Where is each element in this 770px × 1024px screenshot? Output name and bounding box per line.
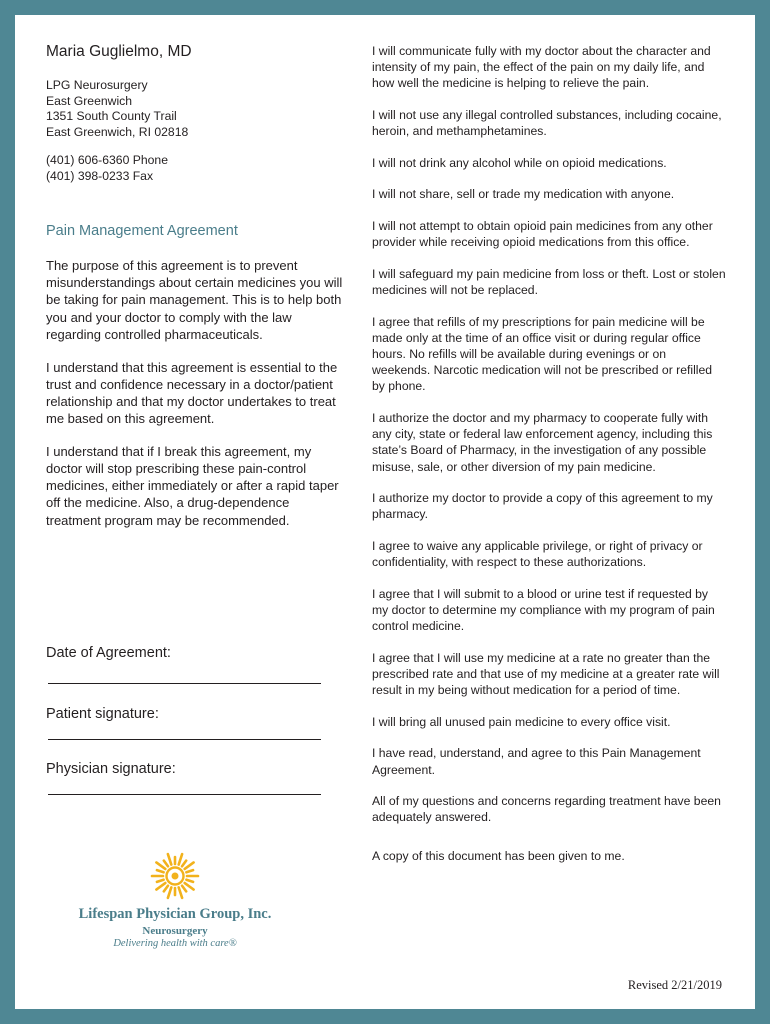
practice-address bbox=[46, 78, 188, 140]
logo-tagline: Delivering health with care® bbox=[113, 938, 237, 949]
lifespan-logo bbox=[55, 851, 295, 949]
sun-ray bbox=[186, 880, 193, 882]
document-page bbox=[15, 15, 755, 1009]
agreement-heading: Pain Management Agreement bbox=[46, 223, 238, 239]
sun-ray bbox=[179, 887, 182, 897]
doctor-name: Maria Guglielmo, MD bbox=[46, 43, 192, 60]
sun-ray bbox=[182, 886, 186, 892]
sun-ray bbox=[168, 854, 171, 864]
logo-department: Neurosurgery bbox=[142, 925, 208, 937]
term-item: I will safeguard my pain medicine from loss or theft. Lost or stolen medicines will not be replaced. bbox=[372, 266, 726, 297]
term-item: I agree that I will use my medicine at a rate no greater than the prescribed rate and that use of my medicine at a greater rate will result in my being without medication for a period of time. bbox=[372, 650, 720, 698]
phone-number: (401) 606-6360 Phone bbox=[46, 153, 168, 167]
sun-ray bbox=[164, 861, 168, 867]
address-line: East Greenwich bbox=[46, 93, 133, 108]
term-item: I agree to waive any applicable privilege, or right of privacy or confidentiality, with respect to these authorizations. bbox=[372, 538, 703, 570]
sun-icon bbox=[150, 851, 200, 901]
intro-paragraph: I understand that this agreement is essential to the trust and confidence necessary in a doctor/patient relationship and that my doctor undertakes to treat me based on this agreement. bbox=[46, 359, 338, 427]
sun-ray bbox=[179, 854, 182, 864]
patient-signature-line[interactable] bbox=[48, 739, 321, 740]
term-item: I have read, understand, and agree to this Pain Management Agreement. bbox=[372, 746, 701, 777]
patient-signature-label: Patient signature: bbox=[46, 706, 159, 722]
term-item: I will not use any illegal controlled substances, including cocaine, heroin, and methamphetamines. bbox=[372, 108, 722, 139]
sun-ray bbox=[186, 870, 193, 872]
term-item: All of my questions and concerns regarding treatment have been adequately answered. bbox=[372, 794, 721, 825]
logo-name: Lifespan Physician Group, Inc. bbox=[78, 906, 272, 922]
term-item: I agree that I will submit to a blood or urine test if requested by my doctor to determine my compliance with my program of pain control medicine. bbox=[372, 586, 715, 634]
date-line[interactable] bbox=[48, 683, 321, 684]
date-label: Date of Agreement: bbox=[46, 645, 171, 661]
sun-ray bbox=[164, 886, 168, 892]
sun-ray bbox=[185, 883, 194, 889]
term-item: I authorize the doctor and my pharmacy to cooperate fully with any city, state or federal law enforcement agency, including this state’s Board of Pharmacy, in the investigation of any possible misuse, sale, or other diversion of my pain medicine. bbox=[372, 410, 713, 474]
physician-signature-line[interactable] bbox=[48, 794, 321, 795]
terms-list bbox=[372, 43, 727, 879]
term-item: I will not share, sell or trade my medication with anyone. bbox=[372, 187, 675, 202]
address-line: 1351 South County Trail bbox=[46, 109, 177, 123]
physician-signature-label: Physician signature: bbox=[46, 761, 176, 777]
term-item: I will not drink any alcohol while on opioid medications. bbox=[372, 155, 667, 170]
address-line: LPG Neurosurgery bbox=[46, 78, 148, 92]
sun-ray bbox=[156, 883, 165, 889]
contact-numbers bbox=[46, 152, 168, 184]
sun-ray bbox=[168, 887, 171, 897]
agreement-intro bbox=[46, 257, 346, 544]
intro-paragraph: I understand that if I break this agreement, my doctor will stop prescribing these pain-control medicines, either immediately or after a rapid taper off the medicine. Also, a drug-dependence treatment program may be recommended. bbox=[46, 443, 339, 528]
sun-ray bbox=[182, 861, 186, 867]
term-item: A copy of this document has been given to me. bbox=[372, 848, 625, 863]
term-item: I will not attempt to obtain opioid pain medicines from any other provider while receiving opioid medications from this office. bbox=[372, 218, 713, 250]
intro-paragraph: The purpose of this agreement is to prevent misunderstandings about certain medicines you will be taking for pain management. This is to help both you and your doctor to comply with the law regarding controlled pharmaceuticals. bbox=[46, 258, 343, 342]
revision-date: Revised 2/21/2019 bbox=[627, 978, 722, 992]
term-item: I agree that refills of my prescriptions for pain medicine will be made only at the time of an office visit or during regular office hours. No refills will be available during evenings or on weekends. Narcotic medication will not be prescribed or refilled by phone. bbox=[372, 314, 713, 394]
sun-ray bbox=[156, 862, 165, 868]
term-item: I authorize my doctor to provide a copy of this agreement to my pharmacy. bbox=[372, 491, 713, 522]
term-item: I will bring all unused pain medicine to every office visit. bbox=[372, 714, 671, 729]
sun-ray bbox=[185, 862, 194, 868]
address-line: East Greenwich, RI 02818 bbox=[46, 124, 189, 139]
fax-number: (401) 398-0233 Fax bbox=[46, 169, 154, 183]
sun-ray bbox=[157, 880, 164, 882]
sun-ray bbox=[157, 870, 164, 872]
term-item: I will communicate fully with my doctor about the character and intensity of my pain, the effect of the pain on my daily life, and how well the medicine is helping to relieve the pain. bbox=[372, 44, 711, 91]
